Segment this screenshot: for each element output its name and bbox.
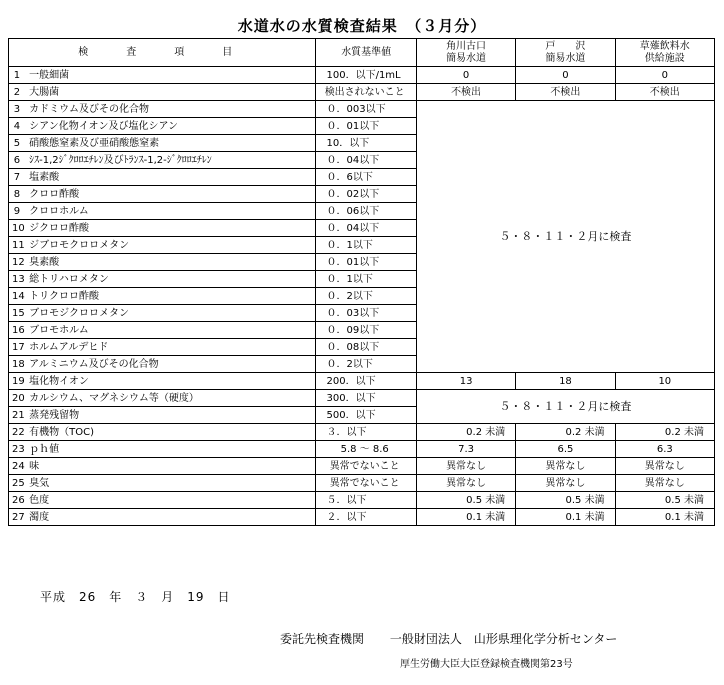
standard-value: ０．6以下 bbox=[316, 169, 416, 186]
item-number: 27 bbox=[9, 509, 24, 526]
item-name: 蒸発残留物 bbox=[23, 407, 316, 424]
result-value: 異常なし bbox=[615, 458, 714, 475]
item-name: ｼｽ-1,2ｼﾞｸﾛﾛｴﾁﾚﾝ及びﾄﾗﾝｽ-1,2-ｼﾞｸﾛﾛｴﾁﾚﾝ bbox=[23, 152, 316, 169]
result-value: 0 bbox=[516, 67, 615, 84]
result-value: 異常なし bbox=[416, 458, 515, 475]
item-name: 味 bbox=[23, 458, 316, 475]
standard-value: ３．以下 bbox=[316, 424, 416, 441]
item-number: 17 bbox=[9, 339, 24, 356]
standard-value: ５．以下 bbox=[316, 492, 416, 509]
item-name: カドミウム及びその化合物 bbox=[23, 101, 316, 118]
table-row bbox=[9, 424, 715, 441]
item-name: 臭素酸 bbox=[23, 254, 316, 271]
item-number: 20 bbox=[9, 390, 24, 407]
item-number: 19 bbox=[9, 373, 24, 390]
header-col1 bbox=[416, 39, 515, 67]
table-row bbox=[9, 84, 715, 101]
result-value: 6.3 bbox=[615, 441, 714, 458]
item-name: 臭気 bbox=[23, 475, 316, 492]
agency-line bbox=[280, 630, 617, 647]
result-value: 0.2 未満 bbox=[516, 424, 615, 441]
header-item-label: 検 査 項 目 bbox=[78, 46, 247, 58]
registration-note: 厚生労働大臣大臣登録検査機関第23号 bbox=[400, 659, 573, 670]
item-number: 2 bbox=[9, 84, 24, 101]
item-name: 硝酸態窒素及び亜硝酸態窒素 bbox=[23, 135, 316, 152]
standard-value: ０．01以下 bbox=[316, 254, 416, 271]
standard-value: 検出されないこと bbox=[316, 84, 416, 101]
item-name: ジブロモクロロメタン bbox=[23, 237, 316, 254]
agency-label: 委託先検査機関 bbox=[280, 632, 365, 646]
item-number: 12 bbox=[9, 254, 24, 271]
item-number: 26 bbox=[9, 492, 24, 509]
result-value: 7.3 bbox=[416, 441, 515, 458]
result-value: 異常なし bbox=[516, 475, 615, 492]
item-name: シアン化物イオン及び塩化シアン bbox=[23, 118, 316, 135]
standard-value: ０．2以下 bbox=[316, 288, 416, 305]
header-row bbox=[9, 39, 715, 67]
item-number: 24 bbox=[9, 458, 24, 475]
standard-value: ０．09以下 bbox=[316, 322, 416, 339]
table-row bbox=[9, 492, 715, 509]
header-col1-line: 簡易水道 bbox=[446, 52, 487, 64]
result-value: 6.5 bbox=[516, 441, 615, 458]
table-row bbox=[9, 373, 715, 390]
header-standard: 水質基準値 bbox=[316, 39, 416, 67]
header-item bbox=[9, 39, 316, 67]
item-name: 塩化物イオン bbox=[23, 373, 316, 390]
header-col2 bbox=[516, 39, 615, 67]
item-name: トリクロロ酢酸 bbox=[23, 288, 316, 305]
standard-value: ０．1以下 bbox=[316, 237, 416, 254]
standard-value: 200．以下 bbox=[316, 373, 416, 390]
standard-value: 5.8 ～ 8.6 bbox=[316, 441, 416, 458]
item-number: 14 bbox=[9, 288, 24, 305]
header-col3 bbox=[615, 39, 714, 67]
standard-value: ０．2以下 bbox=[316, 356, 416, 373]
header-col1-line: 角川古口 bbox=[446, 40, 487, 52]
item-name: 塩素酸 bbox=[23, 169, 316, 186]
table-row bbox=[9, 390, 715, 407]
item-name: 一般細菌 bbox=[23, 67, 316, 84]
item-name: アルミニウム及びその化合物 bbox=[23, 356, 316, 373]
item-number: 9 bbox=[9, 203, 24, 220]
result-value: 0.2 未満 bbox=[615, 424, 714, 441]
table-row bbox=[9, 101, 715, 118]
result-value: 不検出 bbox=[615, 84, 714, 101]
table-row bbox=[9, 458, 715, 475]
table-row bbox=[9, 67, 715, 84]
merged-note: ５・８・１１・２月に検査 bbox=[416, 390, 714, 424]
standard-value: ０．01以下 bbox=[316, 118, 416, 135]
result-value: 18 bbox=[516, 373, 615, 390]
item-number: 11 bbox=[9, 237, 24, 254]
standard-value: 異常でないこと bbox=[316, 475, 416, 492]
standard-value: ０．06以下 bbox=[316, 203, 416, 220]
item-number: 10 bbox=[9, 220, 24, 237]
item-number: 1 bbox=[9, 67, 24, 84]
standard-value: ２．以下 bbox=[316, 509, 416, 526]
result-value: 10 bbox=[615, 373, 714, 390]
result-value: 13 bbox=[416, 373, 515, 390]
standard-value: ０．04以下 bbox=[316, 152, 416, 169]
header-col3-line: 草薙飲料水 bbox=[639, 40, 690, 52]
item-number: 21 bbox=[9, 407, 24, 424]
item-name: ホルムアルデヒド bbox=[23, 339, 316, 356]
item-name: 濁度 bbox=[23, 509, 316, 526]
result-value: 0 bbox=[416, 67, 515, 84]
item-name: ｐｈ値 bbox=[23, 441, 316, 458]
item-number: 25 bbox=[9, 475, 24, 492]
table-row bbox=[9, 509, 715, 526]
page-title: 水道水の水質検査結果 （３月分） bbox=[237, 17, 487, 35]
result-value: 0.5 未満 bbox=[416, 492, 515, 509]
merged-note: ５・８・１１・２月に検査 bbox=[416, 101, 714, 373]
item-number: 22 bbox=[9, 424, 24, 441]
header-col3-line: 供給施設 bbox=[644, 52, 685, 64]
standard-value: 500．以下 bbox=[316, 407, 416, 424]
item-number: 6 bbox=[9, 152, 24, 169]
item-number: 8 bbox=[9, 186, 24, 203]
header-col2-line: 簡易水道 bbox=[545, 52, 586, 64]
standard-value: 100．以下/1mL bbox=[316, 67, 416, 84]
result-value: 不検出 bbox=[416, 84, 515, 101]
item-name: 有機物（TOC) bbox=[23, 424, 316, 441]
result-value: 0.2 未満 bbox=[416, 424, 515, 441]
item-name: ブロモホルム bbox=[23, 322, 316, 339]
item-name: クロロホルム bbox=[23, 203, 316, 220]
header-col2-line: 戸 沢 bbox=[545, 40, 586, 52]
result-value: 0.1 未満 bbox=[516, 509, 615, 526]
result-value: 0.5 未満 bbox=[615, 492, 714, 509]
item-number: 4 bbox=[9, 118, 24, 135]
item-number: 16 bbox=[9, 322, 24, 339]
result-value: 不検出 bbox=[516, 84, 615, 101]
agency-name: 一般財団法人 山形県理化学分析センター bbox=[389, 632, 618, 646]
item-number: 7 bbox=[9, 169, 24, 186]
standard-value: ０．003以下 bbox=[316, 101, 416, 118]
results-table bbox=[8, 38, 715, 526]
item-number: 23 bbox=[9, 441, 24, 458]
standard-value: ０．04以下 bbox=[316, 220, 416, 237]
result-value: 0.1 未満 bbox=[615, 509, 714, 526]
result-value: 0 bbox=[615, 67, 714, 84]
result-value: 異常なし bbox=[516, 458, 615, 475]
standard-value: 10．以下 bbox=[316, 135, 416, 152]
report-date: 平成 26 年 ３ 月 19 日 bbox=[40, 590, 231, 604]
standard-value: 異常でないこと bbox=[316, 458, 416, 475]
standard-value: ０．02以下 bbox=[316, 186, 416, 203]
item-name: 色度 bbox=[23, 492, 316, 509]
item-name: クロロ酢酸 bbox=[23, 186, 316, 203]
result-value: 異常なし bbox=[416, 475, 515, 492]
item-number: 18 bbox=[9, 356, 24, 373]
item-number: 15 bbox=[9, 305, 24, 322]
table-row bbox=[9, 441, 715, 458]
item-name: ブロモジクロロメタン bbox=[23, 305, 316, 322]
item-number: 13 bbox=[9, 271, 24, 288]
item-name: 大腸菌 bbox=[23, 84, 316, 101]
standard-value: ０．1以下 bbox=[316, 271, 416, 288]
result-value: 0.1 未満 bbox=[416, 509, 515, 526]
item-name: カルシウム、マグネシウム等（硬度） bbox=[23, 390, 316, 407]
table-row bbox=[9, 475, 715, 492]
standard-value: ０．03以下 bbox=[316, 305, 416, 322]
item-number: 5 bbox=[9, 135, 24, 152]
item-name: ジクロロ酢酸 bbox=[23, 220, 316, 237]
item-name: 総トリハロメタン bbox=[23, 271, 316, 288]
item-number: 3 bbox=[9, 101, 24, 118]
standard-value: ０．08以下 bbox=[316, 339, 416, 356]
result-value: 0.5 未満 bbox=[516, 492, 615, 509]
standard-value: 300．以下 bbox=[316, 390, 416, 407]
result-value: 異常なし bbox=[615, 475, 714, 492]
